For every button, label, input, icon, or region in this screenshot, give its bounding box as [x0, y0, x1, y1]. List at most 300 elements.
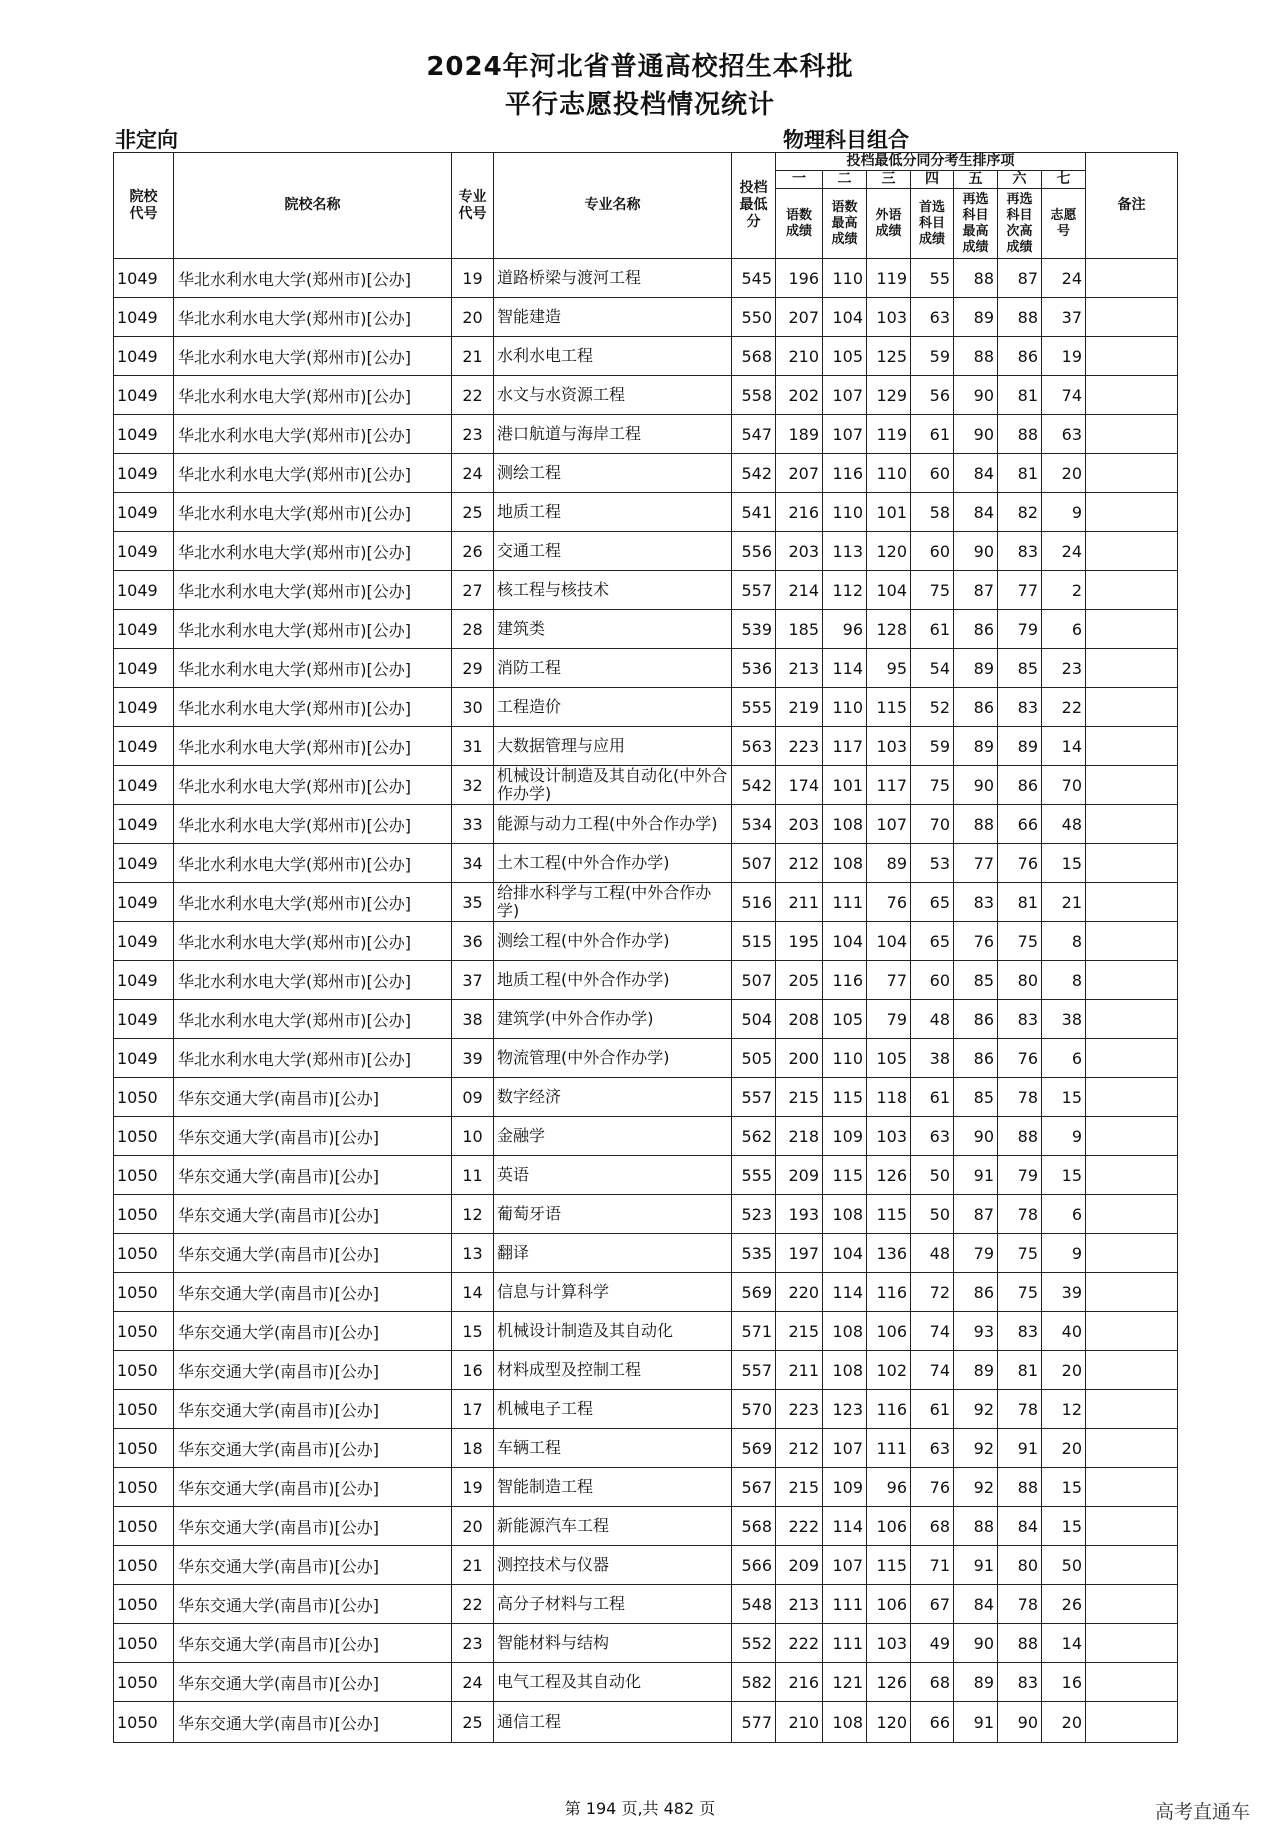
score-yushu-max: 108 [823, 1312, 867, 1351]
school-name: 华东交通大学(南昌市)[公办] [174, 1468, 452, 1507]
table-row [114, 1702, 1178, 1743]
school-name: 华东交通大学(南昌市)[公办] [174, 1663, 452, 1702]
choice-number: 48 [1042, 805, 1086, 844]
score-foreign: 79 [867, 1000, 911, 1039]
min-score: 504 [732, 1000, 776, 1039]
min-score: 536 [732, 649, 776, 688]
remarks-cell [1086, 298, 1178, 337]
score-second-next: 90 [998, 1702, 1042, 1743]
major-name: 土木工程(中外合作办学) [494, 844, 732, 883]
score-second-next: 75 [998, 922, 1042, 961]
min-score: 568 [732, 1507, 776, 1546]
header-rank-num: 二 [823, 171, 867, 189]
score-yushu-max: 112 [823, 571, 867, 610]
score-first-subject: 61 [911, 1390, 954, 1429]
score-first-subject: 67 [911, 1585, 954, 1624]
choice-number: 22 [1042, 688, 1086, 727]
school-code: 1050 [114, 1351, 174, 1390]
min-score: 515 [732, 922, 776, 961]
choice-number: 70 [1042, 766, 1086, 805]
school-name: 华北水利水电大学(郑州市)[公办] [174, 844, 452, 883]
score-first-subject: 63 [911, 1429, 954, 1468]
school-code: 1050 [114, 1195, 174, 1234]
score-second-next: 78 [998, 1195, 1042, 1234]
table-row [114, 766, 1178, 805]
school-code: 1050 [114, 1624, 174, 1663]
major-code: 11 [452, 1156, 494, 1195]
score-yushu: 208 [776, 1000, 823, 1039]
remarks-cell [1086, 1351, 1178, 1390]
score-foreign: 116 [867, 1390, 911, 1429]
choice-number: 19 [1042, 337, 1086, 376]
major-name: 测绘工程(中外合作办学) [494, 922, 732, 961]
score-yushu: 205 [776, 961, 823, 1000]
min-score: 547 [732, 415, 776, 454]
score-second-next: 80 [998, 1546, 1042, 1585]
score-foreign: 103 [867, 727, 911, 766]
score-second-next: 88 [998, 1117, 1042, 1156]
score-second-max: 89 [954, 727, 998, 766]
choice-number: 6 [1042, 610, 1086, 649]
score-second-max: 90 [954, 415, 998, 454]
score-first-subject: 65 [911, 883, 954, 922]
score-foreign: 96 [867, 1468, 911, 1507]
major-name: 车辆工程 [494, 1429, 732, 1468]
score-second-next: 91 [998, 1429, 1042, 1468]
remarks-cell [1086, 883, 1178, 922]
score-yushu-max: 107 [823, 1429, 867, 1468]
min-score: 507 [732, 961, 776, 1000]
score-yushu: 200 [776, 1039, 823, 1078]
min-score: 555 [732, 688, 776, 727]
school-code: 1049 [114, 376, 174, 415]
choice-number: 15 [1042, 1468, 1086, 1507]
header-rank-item: 再选 科目 次高 成绩 [998, 189, 1042, 259]
score-second-max: 90 [954, 1624, 998, 1663]
remarks-cell [1086, 1585, 1178, 1624]
school-code: 1049 [114, 1000, 174, 1039]
major-code: 29 [452, 649, 494, 688]
school-name: 华北水利水电大学(郑州市)[公办] [174, 259, 452, 298]
score-second-max: 88 [954, 805, 998, 844]
score-second-max: 86 [954, 1039, 998, 1078]
score-yushu-max: 108 [823, 1195, 867, 1234]
page-subtitle: 平行志愿投档情况统计 [504, 90, 775, 120]
score-second-max: 86 [954, 688, 998, 727]
min-score: 516 [732, 883, 776, 922]
score-foreign: 120 [867, 1702, 911, 1743]
major-name: 建筑类 [494, 610, 732, 649]
school-name: 华东交通大学(南昌市)[公办] [174, 1312, 452, 1351]
score-yushu-max: 110 [823, 1039, 867, 1078]
score-second-next: 81 [998, 454, 1042, 493]
score-yushu: 223 [776, 727, 823, 766]
major-name: 交通工程 [494, 532, 732, 571]
min-score: 545 [732, 259, 776, 298]
score-second-max: 89 [954, 1351, 998, 1390]
score-first-subject: 75 [911, 571, 954, 610]
score-foreign: 106 [867, 1585, 911, 1624]
school-name: 华东交通大学(南昌市)[公办] [174, 1273, 452, 1312]
major-code: 09 [452, 1078, 494, 1117]
score-yushu-max: 104 [823, 1234, 867, 1273]
min-score: 542 [732, 766, 776, 805]
choice-number: 50 [1042, 1546, 1086, 1585]
score-yushu-max: 109 [823, 1117, 867, 1156]
score-yushu: 196 [776, 259, 823, 298]
min-score: 563 [732, 727, 776, 766]
header-rank-num: 七 [1042, 171, 1086, 189]
min-score: 555 [732, 1156, 776, 1195]
school-name: 华东交通大学(南昌市)[公办] [174, 1234, 452, 1273]
school-name: 华北水利水电大学(郑州市)[公办] [174, 961, 452, 1000]
remarks-cell [1086, 1663, 1178, 1702]
min-score: 548 [732, 1585, 776, 1624]
major-name: 给排水科学与工程(中外合作办学) [494, 883, 732, 922]
choice-number: 12 [1042, 1390, 1086, 1429]
score-yushu: 215 [776, 1468, 823, 1507]
score-yushu-max: 110 [823, 493, 867, 532]
score-first-subject: 65 [911, 922, 954, 961]
major-code: 34 [452, 844, 494, 883]
school-code: 1050 [114, 1585, 174, 1624]
table-row [114, 298, 1178, 337]
remarks-cell [1086, 1702, 1178, 1743]
remarks-cell [1086, 493, 1178, 532]
school-name: 华北水利水电大学(郑州市)[公办] [174, 337, 452, 376]
score-foreign: 128 [867, 610, 911, 649]
school-name: 华东交通大学(南昌市)[公办] [174, 1156, 452, 1195]
header-school-code: 院校 代号 [114, 153, 174, 259]
score-first-subject: 54 [911, 649, 954, 688]
score-foreign: 115 [867, 1546, 911, 1585]
min-score: 557 [732, 571, 776, 610]
score-foreign: 111 [867, 1429, 911, 1468]
min-score: 507 [732, 844, 776, 883]
choice-number: 9 [1042, 493, 1086, 532]
school-code: 1050 [114, 1663, 174, 1702]
table-row [114, 1624, 1178, 1663]
score-first-subject: 56 [911, 376, 954, 415]
table-row [114, 337, 1178, 376]
min-score: 562 [732, 1117, 776, 1156]
score-first-subject: 71 [911, 1546, 954, 1585]
choice-number: 20 [1042, 1702, 1086, 1743]
choice-number: 9 [1042, 1117, 1086, 1156]
score-first-subject: 68 [911, 1663, 954, 1702]
choice-number: 20 [1042, 1429, 1086, 1468]
score-yushu-max: 116 [823, 454, 867, 493]
table-row [114, 844, 1178, 883]
score-yushu: 219 [776, 688, 823, 727]
table-row [114, 1390, 1178, 1429]
remarks-cell [1086, 688, 1178, 727]
score-foreign: 103 [867, 298, 911, 337]
score-foreign: 76 [867, 883, 911, 922]
min-score: 558 [732, 376, 776, 415]
major-name: 地质工程 [494, 493, 732, 532]
school-name: 华东交通大学(南昌市)[公办] [174, 1390, 452, 1429]
school-code: 1050 [114, 1273, 174, 1312]
min-score: 577 [732, 1702, 776, 1743]
major-name: 机械电子工程 [494, 1390, 732, 1429]
score-yushu-max: 121 [823, 1663, 867, 1702]
score-foreign: 104 [867, 571, 911, 610]
remarks-cell [1086, 454, 1178, 493]
score-first-subject: 63 [911, 1117, 954, 1156]
remarks-cell [1086, 1624, 1178, 1663]
major-code: 28 [452, 610, 494, 649]
score-first-subject: 50 [911, 1195, 954, 1234]
score-yushu-max: 117 [823, 727, 867, 766]
score-second-max: 77 [954, 844, 998, 883]
score-second-max: 84 [954, 1585, 998, 1624]
school-code: 1049 [114, 454, 174, 493]
score-second-next: 75 [998, 1234, 1042, 1273]
score-yushu-max: 96 [823, 610, 867, 649]
score-first-subject: 52 [911, 688, 954, 727]
major-name: 英语 [494, 1156, 732, 1195]
score-foreign: 120 [867, 532, 911, 571]
score-second-next: 79 [998, 610, 1042, 649]
score-yushu-max: 111 [823, 883, 867, 922]
score-foreign: 126 [867, 1156, 911, 1195]
major-code: 19 [452, 259, 494, 298]
remarks-cell [1086, 337, 1178, 376]
school-name: 华东交通大学(南昌市)[公办] [174, 1078, 452, 1117]
score-second-next: 81 [998, 883, 1042, 922]
score-yushu: 197 [776, 1234, 823, 1273]
score-second-next: 84 [998, 1507, 1042, 1546]
score-second-next: 78 [998, 1390, 1042, 1429]
school-name: 华北水利水电大学(郑州市)[公办] [174, 727, 452, 766]
score-second-next: 83 [998, 688, 1042, 727]
score-yushu-max: 108 [823, 805, 867, 844]
score-yushu-max: 110 [823, 688, 867, 727]
score-yushu: 203 [776, 805, 823, 844]
score-first-subject: 48 [911, 1000, 954, 1039]
score-first-subject: 61 [911, 415, 954, 454]
school-name: 华东交通大学(南昌市)[公办] [174, 1195, 452, 1234]
choice-number: 37 [1042, 298, 1086, 337]
school-name: 华东交通大学(南昌市)[公办] [174, 1546, 452, 1585]
choice-number: 39 [1042, 1273, 1086, 1312]
school-name: 华北水利水电大学(郑州市)[公办] [174, 493, 452, 532]
score-yushu: 213 [776, 649, 823, 688]
choice-number: 15 [1042, 844, 1086, 883]
score-yushu: 203 [776, 532, 823, 571]
table-row [114, 454, 1178, 493]
score-yushu-max: 115 [823, 1078, 867, 1117]
score-yushu-max: 110 [823, 259, 867, 298]
score-second-next: 83 [998, 1312, 1042, 1351]
min-score: 569 [732, 1273, 776, 1312]
school-name: 华北水利水电大学(郑州市)[公办] [174, 298, 452, 337]
score-foreign: 126 [867, 1663, 911, 1702]
score-second-max: 92 [954, 1390, 998, 1429]
score-second-next: 82 [998, 493, 1042, 532]
score-second-max: 88 [954, 1507, 998, 1546]
score-foreign: 117 [867, 766, 911, 805]
table-row [114, 1000, 1178, 1039]
score-yushu-max: 109 [823, 1468, 867, 1507]
score-second-max: 83 [954, 883, 998, 922]
remarks-cell [1086, 766, 1178, 805]
school-name: 华东交通大学(南昌市)[公办] [174, 1507, 452, 1546]
school-name: 华东交通大学(南昌市)[公办] [174, 1702, 452, 1743]
major-name: 水文与水资源工程 [494, 376, 732, 415]
major-code: 18 [452, 1429, 494, 1468]
major-name: 智能制造工程 [494, 1468, 732, 1507]
school-code: 1049 [114, 844, 174, 883]
school-code: 1049 [114, 805, 174, 844]
score-first-subject: 59 [911, 337, 954, 376]
major-name: 电气工程及其自动化 [494, 1663, 732, 1702]
major-code: 23 [452, 1624, 494, 1663]
school-name: 华北水利水电大学(郑州市)[公办] [174, 688, 452, 727]
school-code: 1050 [114, 1117, 174, 1156]
remarks-cell [1086, 844, 1178, 883]
school-code: 1049 [114, 532, 174, 571]
major-code: 32 [452, 766, 494, 805]
school-code: 1049 [114, 298, 174, 337]
remarks-cell [1086, 1117, 1178, 1156]
major-code: 22 [452, 376, 494, 415]
score-second-next: 89 [998, 727, 1042, 766]
major-name: 物流管理(中外合作办学) [494, 1039, 732, 1078]
score-second-next: 77 [998, 571, 1042, 610]
remarks-cell [1086, 1390, 1178, 1429]
choice-number: 15 [1042, 1156, 1086, 1195]
score-first-subject: 66 [911, 1702, 954, 1743]
table-row [114, 376, 1178, 415]
remarks-cell [1086, 1468, 1178, 1507]
table-row [114, 1117, 1178, 1156]
school-code: 1049 [114, 337, 174, 376]
major-code: 36 [452, 922, 494, 961]
score-first-subject: 70 [911, 805, 954, 844]
school-name: 华北水利水电大学(郑州市)[公办] [174, 922, 452, 961]
school-name: 华北水利水电大学(郑州市)[公办] [174, 376, 452, 415]
min-score: 542 [732, 454, 776, 493]
score-second-next: 86 [998, 337, 1042, 376]
choice-number: 16 [1042, 1663, 1086, 1702]
choice-number: 24 [1042, 259, 1086, 298]
school-code: 1049 [114, 415, 174, 454]
score-first-subject: 74 [911, 1312, 954, 1351]
score-yushu: 189 [776, 415, 823, 454]
score-yushu: 213 [776, 1585, 823, 1624]
table-row [114, 1273, 1178, 1312]
score-second-next: 87 [998, 259, 1042, 298]
choice-number: 8 [1042, 961, 1086, 1000]
score-foreign: 104 [867, 922, 911, 961]
major-name: 翻译 [494, 1234, 732, 1273]
score-foreign: 103 [867, 1117, 911, 1156]
school-name: 华北水利水电大学(郑州市)[公办] [174, 1000, 452, 1039]
major-name: 地质工程(中外合作办学) [494, 961, 732, 1000]
remarks-cell [1086, 1000, 1178, 1039]
score-foreign: 77 [867, 961, 911, 1000]
remarks-cell [1086, 259, 1178, 298]
score-second-next: 75 [998, 1273, 1042, 1312]
score-foreign: 105 [867, 1039, 911, 1078]
score-second-next: 83 [998, 1000, 1042, 1039]
remarks-cell [1086, 1546, 1178, 1585]
choice-number: 2 [1042, 571, 1086, 610]
score-foreign: 136 [867, 1234, 911, 1273]
choice-number: 74 [1042, 376, 1086, 415]
table-row [114, 1546, 1178, 1585]
score-first-subject: 48 [911, 1234, 954, 1273]
major-name: 材料成型及控制工程 [494, 1351, 732, 1390]
school-name: 华北水利水电大学(郑州市)[公办] [174, 805, 452, 844]
table-row [114, 1663, 1178, 1702]
school-code: 1049 [114, 649, 174, 688]
score-yushu: 174 [776, 766, 823, 805]
major-name: 建筑学(中外合作办学) [494, 1000, 732, 1039]
score-second-next: 76 [998, 844, 1042, 883]
school-code: 1049 [114, 766, 174, 805]
table-row [114, 1078, 1178, 1117]
score-yushu: 193 [776, 1195, 823, 1234]
school-code: 1050 [114, 1702, 174, 1743]
header-rank-item: 外语 成绩 [867, 189, 911, 259]
table-row [114, 1156, 1178, 1195]
major-code: 21 [452, 1546, 494, 1585]
score-yushu-max: 105 [823, 337, 867, 376]
header-ranking-group: 投档最低分同分考生排序项 [776, 153, 1086, 171]
table-row [114, 259, 1178, 298]
choice-number: 14 [1042, 1624, 1086, 1663]
table-row [114, 961, 1178, 1000]
score-second-max: 91 [954, 1702, 998, 1743]
school-name: 华东交通大学(南昌市)[公办] [174, 1429, 452, 1468]
header-rank-item: 语数 成绩 [776, 189, 823, 259]
score-first-subject: 60 [911, 532, 954, 571]
header-major-name: 专业名称 [494, 153, 732, 259]
score-second-max: 90 [954, 376, 998, 415]
table-row [114, 571, 1178, 610]
score-second-max: 86 [954, 1273, 998, 1312]
score-first-subject: 59 [911, 727, 954, 766]
admission-table [113, 152, 1178, 1743]
remarks-cell [1086, 1429, 1178, 1468]
score-foreign: 115 [867, 688, 911, 727]
choice-number: 23 [1042, 649, 1086, 688]
score-second-max: 92 [954, 1468, 998, 1507]
score-yushu: 209 [776, 1156, 823, 1195]
school-name: 华东交通大学(南昌市)[公办] [174, 1117, 452, 1156]
school-name: 华北水利水电大学(郑州市)[公办] [174, 1039, 452, 1078]
school-name: 华北水利水电大学(郑州市)[公办] [174, 415, 452, 454]
remarks-cell [1086, 376, 1178, 415]
score-yushu: 215 [776, 1078, 823, 1117]
score-yushu: 207 [776, 454, 823, 493]
score-first-subject: 38 [911, 1039, 954, 1078]
table-row [114, 1312, 1178, 1351]
score-first-subject: 55 [911, 259, 954, 298]
score-second-next: 81 [998, 1351, 1042, 1390]
score-first-subject: 63 [911, 298, 954, 337]
remarks-cell [1086, 1234, 1178, 1273]
score-foreign: 89 [867, 844, 911, 883]
major-code: 10 [452, 1117, 494, 1156]
score-yushu: 214 [776, 571, 823, 610]
score-yushu: 209 [776, 1546, 823, 1585]
score-yushu: 210 [776, 337, 823, 376]
major-name: 智能材料与结构 [494, 1624, 732, 1663]
